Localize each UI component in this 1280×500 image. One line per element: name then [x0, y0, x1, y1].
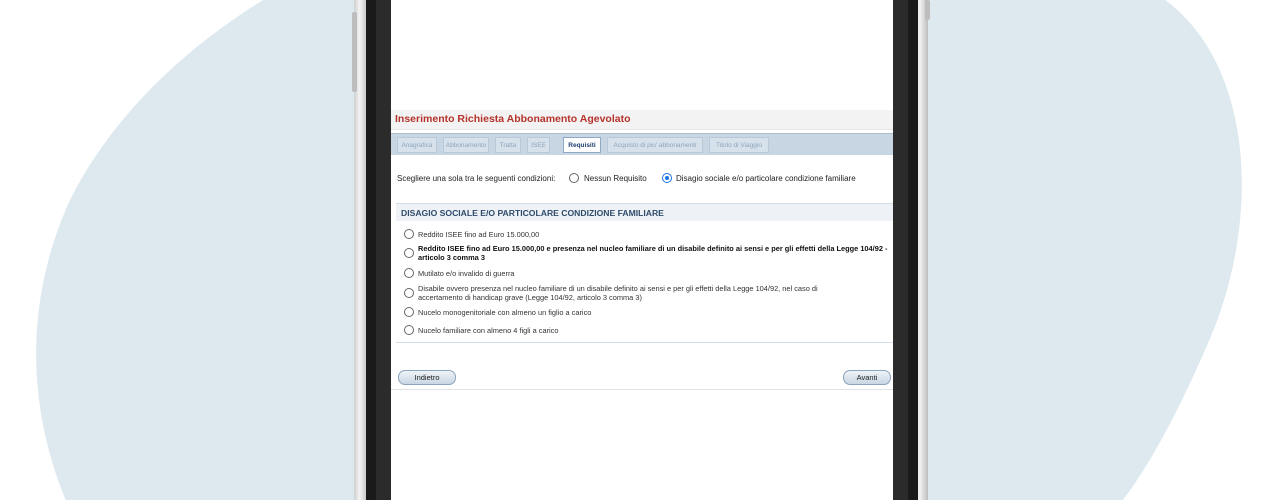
tab-acquisto-abbonamenti[interactable]: Acquisto di piu' abbonamenti [607, 137, 703, 153]
option-disagio-sociale-label: Disagio sociale e/o particolare condizione familiare [676, 174, 856, 183]
phone-screen [391, 0, 893, 500]
section-title: DISAGIO SOCIALE E/O PARTICOLARE CONDIZIONE FAMILIARE [401, 208, 664, 218]
requirement-label: Nucelo familiare con almeno 4 figli a carico [418, 326, 559, 335]
tab-tratta[interactable]: Tratta [495, 137, 521, 153]
tab-titolo-di-viaggio[interactable]: Titolo di Viaggio [709, 137, 769, 153]
section-header [396, 204, 893, 221]
requirement-radio[interactable] [404, 248, 414, 258]
requirement-label: Disabile ovvero presenza nel nucleo familiare di un disabile definito ai sensi e per gli effetti della Legge 104/92, nel caso di accertamento di handicap grave (Legge 104/92, articolo 3 comma 3) [418, 284, 818, 302]
tab-abbonamento[interactable]: Abbonamento [443, 137, 489, 153]
phone-side-button [352, 12, 357, 92]
requirement-label: Reddito ISEE fino ad Euro 15.000,00 [418, 230, 540, 239]
tab-anagrafica[interactable]: Anagrafica [397, 137, 437, 153]
requirement-label: Reddito ISEE fino ad Euro 15.000,00 e presenza nel nucleo familiare di un disabile definito ai sensi e per gli effetti della Legge 104/92 - articolo 3 comma 3 [418, 244, 888, 262]
requirement-label: Mutilato e/o invalido di guerra [418, 269, 515, 278]
option-nessun-requisito-label: Nessun Requisito [584, 174, 647, 183]
requirement-label: Nucelo monogenitoriale con almeno un figlio a carico [418, 308, 592, 317]
tab-bar [391, 133, 893, 155]
requirement-radio[interactable] [404, 268, 414, 278]
requirement-radio[interactable] [404, 307, 414, 317]
next-button[interactable]: Avanti [843, 370, 891, 385]
requirement-radio[interactable] [404, 288, 414, 298]
tab-isee[interactable]: ISEE [527, 137, 550, 153]
condition-label: Scegliere una sola tra le seguenti condizioni: [397, 174, 556, 183]
radio-disagio-sociale[interactable] [662, 173, 672, 183]
phone-side-button [925, 0, 930, 20]
requirements-section [396, 203, 893, 343]
condition-selector [397, 171, 887, 185]
back-button[interactable]: Indietro [398, 370, 456, 385]
requirement-radio[interactable] [404, 325, 414, 335]
tab-requisiti[interactable]: Requisiti [563, 137, 601, 153]
requirement-radio[interactable] [404, 229, 414, 239]
title-bar [391, 110, 893, 130]
footer-divider [391, 389, 893, 390]
page-title: Inserimento Richiesta Abbonamento Agevolato [395, 113, 631, 125]
radio-nessun-requisito[interactable] [569, 173, 579, 183]
